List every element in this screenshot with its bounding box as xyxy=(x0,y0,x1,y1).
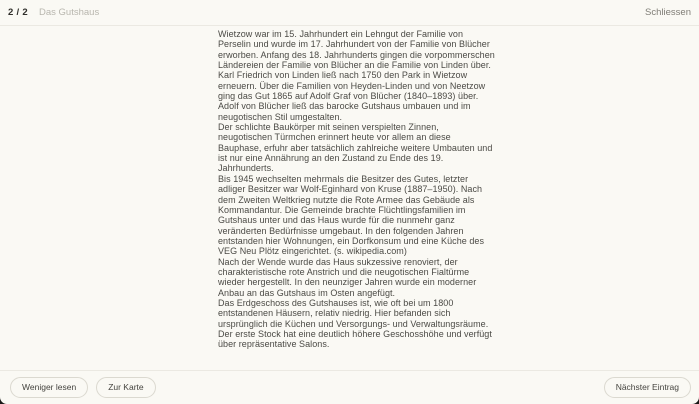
next-entry-button[interactable]: Nächster Eintrag xyxy=(604,377,691,398)
article-paragraph: Bis 1945 wechselten mehrmals die Besitzer des Gutes, letzter adliger Besitzer war Wolf-Eginhard von Kruse (1887–1950). Nach dem Zweiten Weltkrieg nutzte die Rote Armee das Gebäude als Kommandantur. Die Gemeinde brachte Flüchtlingsfamilien im Gutshaus unter und das Haus wurde für die nunmehr ganz veränderten Bedürfnisse umgebaut. In den folgenden Jahren entstanden hier Wohnungen, ein Dorfkonsum und eine Küche des VEG Neu Plötz eingerichtet. (s. wikipedia.com) xyxy=(218,173,485,257)
article-paragraph: Wietzow war im 15. Jahrhundert ein Lehngut der Familie von Perselin und wurde im 17. Jahrhundert von der Familie von Blücher erworben. Anfang des 18. Jahrhunderts gingen die vorpommerschen Ländereien der Familie von Blücher an die Familie von Linden über. Karl Friedrich von Linden ließ nach 1750 den Park in Wietzow erneuern. Über die Familien von Heyden-Linden und von Neetzow ging das Gut 1865 auf Adolf Graf von Blücher (1840–1893) über. Adolf von Blücher ließ das barocke Gutshaus umbauen und im neugotischen Stil umgestalten. xyxy=(218,29,495,122)
page-title: Das Gutshaus xyxy=(39,7,100,18)
footer-left-actions xyxy=(10,377,156,398)
read-less-button[interactable]: Weniger lesen xyxy=(10,377,88,398)
article-body xyxy=(0,26,699,370)
pagination-counter: 2 / 2 xyxy=(8,7,28,18)
article-text xyxy=(218,26,495,350)
panel-footer xyxy=(0,370,699,404)
article-paragraph: Der schlichte Baukörper mit seinen verspielten Zinnen, neugotischen Türmchen erinnert heute vor allem an diese Bauphase, erfuhr aber tatsächlich zahlreiche weitere Umbauten und ist nur eine Annährung an den Zustand zu Ende des 19. Jahrhunderts. xyxy=(218,122,493,174)
close-button[interactable]: Schliessen xyxy=(645,7,691,18)
article-paragraph: Nach der Wende wurde das Haus sukzessive renoviert, der charakteristische rote Anstrich und die neugotischen Fialtürme wieder hergestellt. In den neunziger Jahren wurde ein moderner Anbau an das Gutshaus im Osten angefügt. xyxy=(218,256,477,298)
panel-header xyxy=(0,0,699,26)
to-map-button[interactable]: Zur Karte xyxy=(96,377,155,398)
article-paragraph: Das Erdgeschoss des Gutshauses ist, wie oft bei um 1800 entstandenen Häusern, relativ niedrig. Hier befanden sich ursprünglich die Küchen und Versorgungs- und Verwaltungsräume. Der erste Stock hat eine deutlich höhere Geschosshöhe und verfügt über repräsentative Salons. xyxy=(218,297,492,350)
